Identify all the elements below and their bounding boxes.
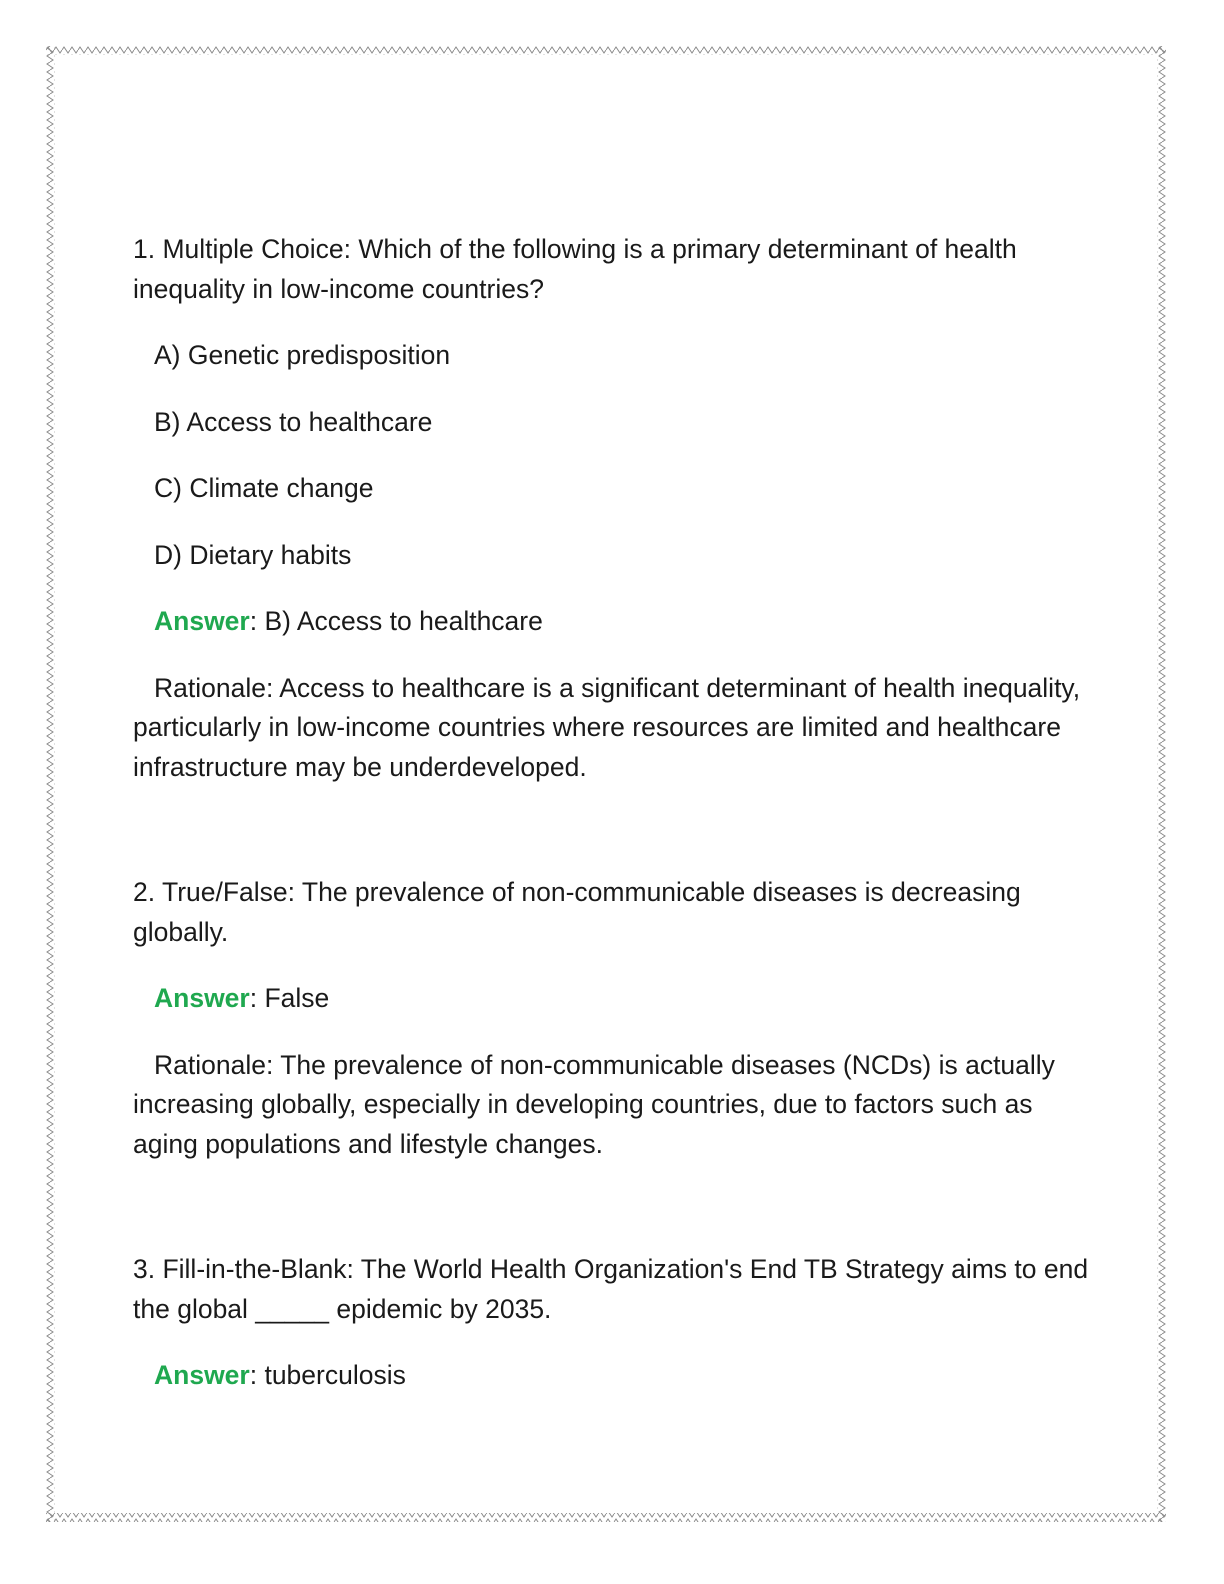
answer-value: : False: [249, 983, 330, 1013]
answer-label: Answer: [154, 1360, 250, 1390]
question-2-text: 2. True/False: The prevalence of non-communicable diseases is decreasing globally.: [133, 877, 1021, 947]
question-3: [133, 1250, 1093, 1396]
question-3-answer: [133, 1356, 1093, 1396]
answer-value: : B) Access to healthcare: [249, 606, 543, 636]
answer-label: Answer: [154, 606, 250, 636]
option-a: A) Genetic predisposition: [154, 340, 451, 370]
option-d: D) Dietary habits: [154, 539, 352, 570]
question-1-answer: [133, 602, 1093, 642]
question-2: [133, 873, 1093, 1164]
question-2-rationale: Rationale: The prevalence of non-communicable diseases (NCDs) is actually increasing globally, especially in developing countries, due to factors such as aging populations and lifestyle changes.: [133, 1049, 1055, 1159]
document-body: [133, 230, 1093, 1396]
question-1: [133, 230, 1093, 787]
answer-label: Answer: [154, 983, 250, 1013]
answer-value: : tuberculosis: [249, 1360, 406, 1390]
question-3-text: 3. Fill-in-the-Blank: The World Health Organization's End TB Strategy aims to end the global _____ epidemic by 2035.: [133, 1254, 1089, 1324]
question-1-text: 1. Multiple Choice: Which of the following is a primary determinant of health inequality in low-income countries?: [133, 234, 1017, 304]
option-c: C) Climate change: [154, 473, 374, 503]
question-2-answer: [133, 979, 1093, 1019]
option-b: B) Access to healthcare: [154, 406, 433, 437]
question-1-rationale: Rationale: Access to healthcare is a significant determinant of health inequality, particularly in low-income countries where resources are limited and healthcare infrastructure may be underdeveloped.: [133, 672, 1081, 782]
